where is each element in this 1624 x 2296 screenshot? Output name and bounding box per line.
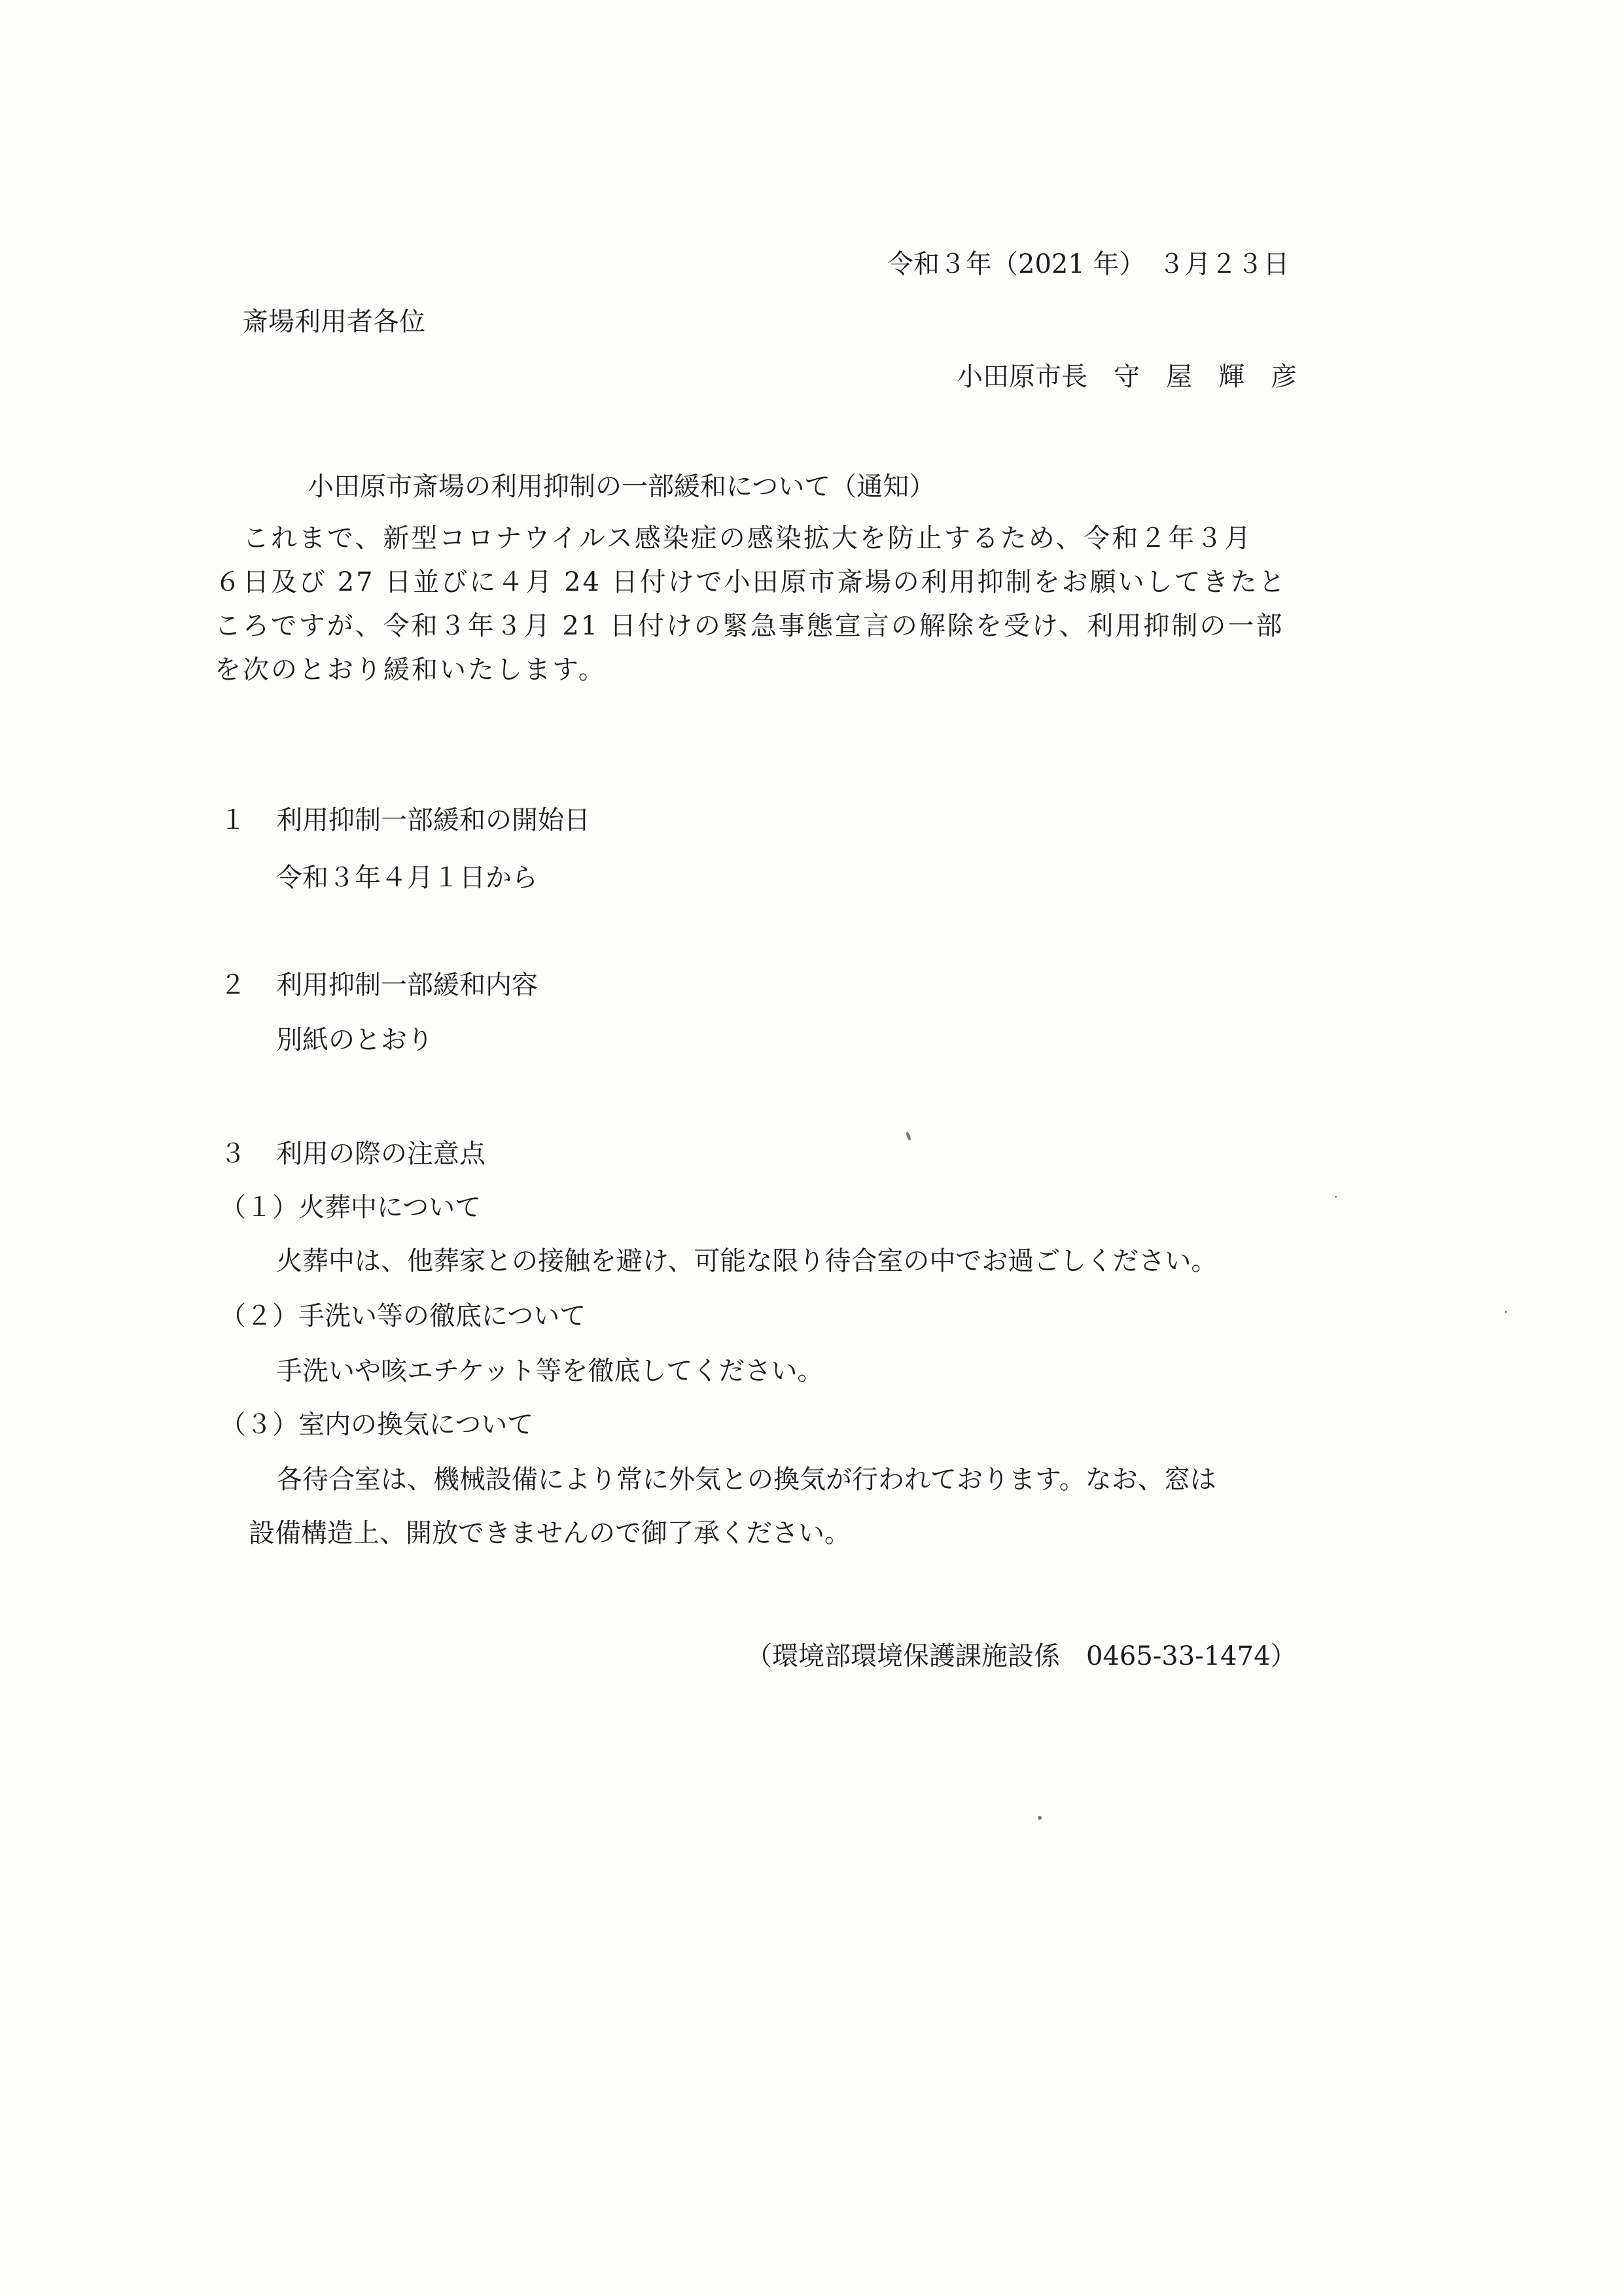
subsection-label: （１）火葬中について xyxy=(220,1192,482,1223)
subsection-content: 火葬中は、他葬家との接触を避け、可能な限り待合室の中でお過ごしください。 xyxy=(276,1246,1218,1276)
body-line: ６日及び 27 日並びに４月 24 日付けで小田原市斎場の利用抑制をお願いしてきたと xyxy=(215,567,1287,597)
subsection-label: （２）手洗い等の徹底について xyxy=(220,1301,586,1331)
contact-info: （環境部環境保護課施設係 0465-33-1474） xyxy=(746,1641,1297,1671)
sender: 小田原市長 守 屋 輝 彦 xyxy=(957,362,1297,392)
section-heading: 利用抑制一部緩和の開始日 xyxy=(276,805,590,835)
subsection-label: （３）室内の換気について xyxy=(220,1410,534,1440)
subsection-content: 各待合室は、機械設備により常に外気との換気が行われております。なお、窓は xyxy=(276,1465,1216,1495)
section-heading: 利用の際の注意点 xyxy=(276,1139,485,1169)
body-line: を次のとおり緩和いたします。 xyxy=(215,655,607,685)
document-date: 令和３年（2021 年） ３月２３日 xyxy=(887,249,1290,279)
body-line: ころですが、令和３年３月 21 日付けの緊急事態宣言の解除を受け、利用抑制の一部 xyxy=(215,611,1284,641)
scan-speck xyxy=(1038,1816,1042,1820)
body-line: これまで、新型コロナウイルス感染症の感染拡大を防止するため、令和２年３月 xyxy=(215,523,1253,553)
section-content: 別紙のとおり xyxy=(276,1025,433,1055)
subsection-content: 設備構造上、開放できませんので御了承ください。 xyxy=(249,1518,851,1548)
section-heading: 利用抑制一部緩和内容 xyxy=(276,970,538,1000)
body-paragraph xyxy=(215,517,1405,692)
document-title: 小田原市斎場の利用抑制の一部緩和について（通知） xyxy=(308,472,936,502)
subsection-content: 手洗いや咳エチケット等を徹底してください。 xyxy=(276,1356,824,1386)
scan-speck xyxy=(1505,1311,1507,1313)
scan-speck xyxy=(906,1132,911,1141)
scan-speck xyxy=(1335,1196,1337,1198)
section-number: １ xyxy=(220,805,246,835)
addressee: 斎場利用者各位 xyxy=(242,307,425,337)
section-number: ３ xyxy=(220,1139,246,1169)
section-content: 令和３年４月１日から xyxy=(276,863,538,893)
section-number: ２ xyxy=(220,970,246,1000)
